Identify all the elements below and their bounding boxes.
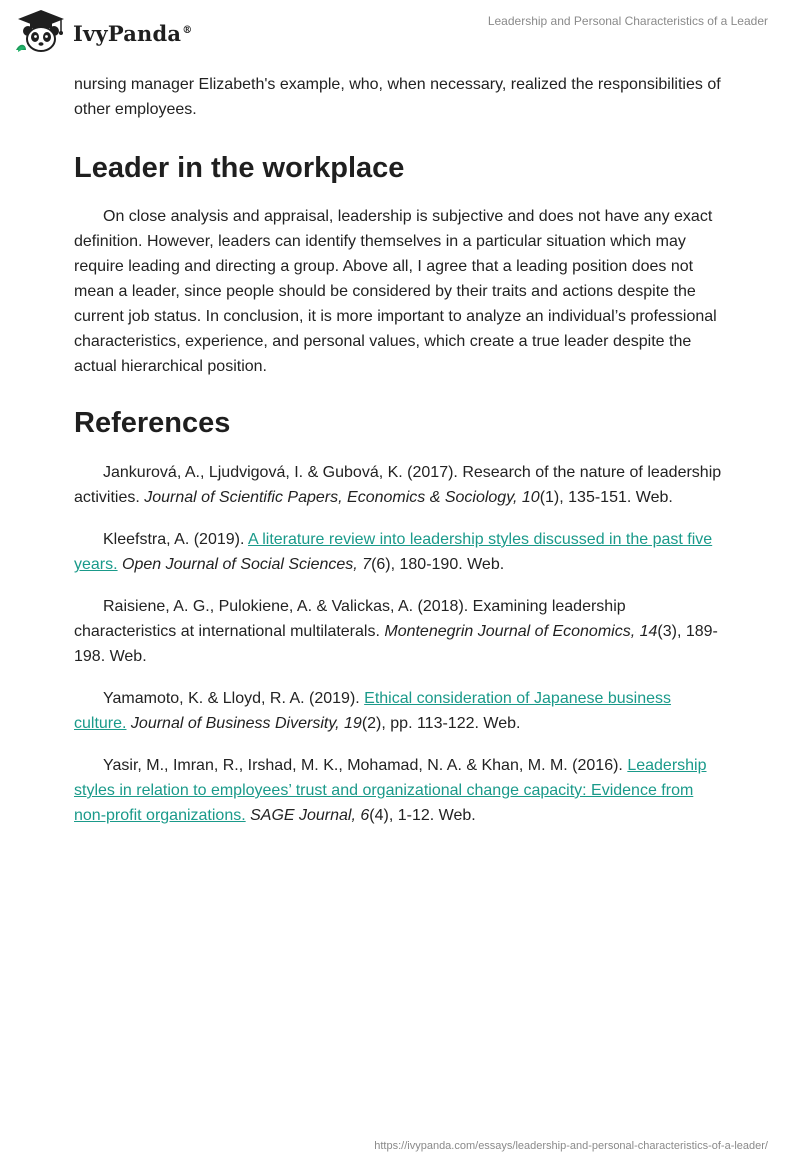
reference-link[interactable]: Leadership styles in relation to employees’ trust and organizational change capacity: Evidence from non-profit organizations. <box>74 757 707 824</box>
reference-item: Yasir, M., Imran, R., Irshad, M. K., Mohamad, N. A. & Khan, M. M. (2016). Leadership styles in relation to employees’ trust and organizational change capacity: Evidence from non-profit organizations. SAGE Journal, 6(4), 1-12. Web. <box>74 757 707 824</box>
workplace-paragraph: On close analysis and appraisal, leadership is subjective and does not have any exact definition. However, leaders can identify themselves in a particular situation which may require leading and directing a group. Above all, I agree that a leading position does not mean a leader, since people should be considered by their traits and actions despite the current job status. In conclusion, it is more important to analyze an individual’s professional characteristics, experience, and personal values, which create a true leader despite the actual hierarchical position. <box>74 208 717 375</box>
section-heading-workplace: Leader in the workplace <box>74 152 405 184</box>
document-title: Leadership and Personal Characteristics of a Leader <box>487 14 768 28</box>
reference-journal: Journal of Business Diversity, 19 <box>126 715 362 732</box>
page-header <box>0 0 800 60</box>
reference-journal: SAGE Journal, 6 <box>245 807 370 824</box>
reference-item: Jankurová, A., Ljudvigová, I. & Gubová, K. (2017). Research of the nature of leadership activities. Journal of Scientific Papers, Economics & Sociology, 10(1), 135-151. Web. <box>74 464 722 506</box>
section-heading-references: References <box>74 407 231 439</box>
ivypanda-logo[interactable] <box>14 8 192 54</box>
intro-paragraph: nursing manager Elizabeth's example, who, when necessary, realized the responsibilities of other employees. <box>74 76 721 118</box>
brand-name: IvyPanda® <box>73 20 193 46</box>
essay-content <box>74 72 726 845</box>
reference-link[interactable]: Ethical consideration of Japanese business culture. <box>74 690 672 732</box>
reference-item: Kleefstra, A. (2019). A literature review into leadership styles discussed in the past five years. Open Journal of Social Sciences, 7(6), 180-190. Web. <box>74 531 713 573</box>
footer-url[interactable]: https://ivypanda.com/essays/leadership-and-personal-characteristics-of-a-leader/ <box>374 1140 768 1152</box>
reference-link[interactable]: A literature review into leadership styles discussed in the past five years. <box>74 531 713 573</box>
reference-item: Yamamoto, K. & Lloyd, R. A. (2019). Ethical consideration of Japanese business culture. Journal of Business Diversity, 19(2), pp. 113-122. Web. <box>74 690 672 732</box>
reference-journal: Open Journal of Social Sciences, 7 <box>117 556 372 573</box>
reference-item: Raisiene, A. G., Pulokiene, A. & Valickas, A. (2018). Examining leadership characteristics at international multilaterals. Montenegrin Journal of Economics, 14(3), 189-198. Web. <box>74 598 718 665</box>
reference-journal: Journal of Scientific Papers, Economics & Sociology, 10 <box>144 489 540 506</box>
reference-journal: Montenegrin Journal of Economics, 14 <box>384 623 658 640</box>
panda-graduate-icon <box>14 8 68 54</box>
